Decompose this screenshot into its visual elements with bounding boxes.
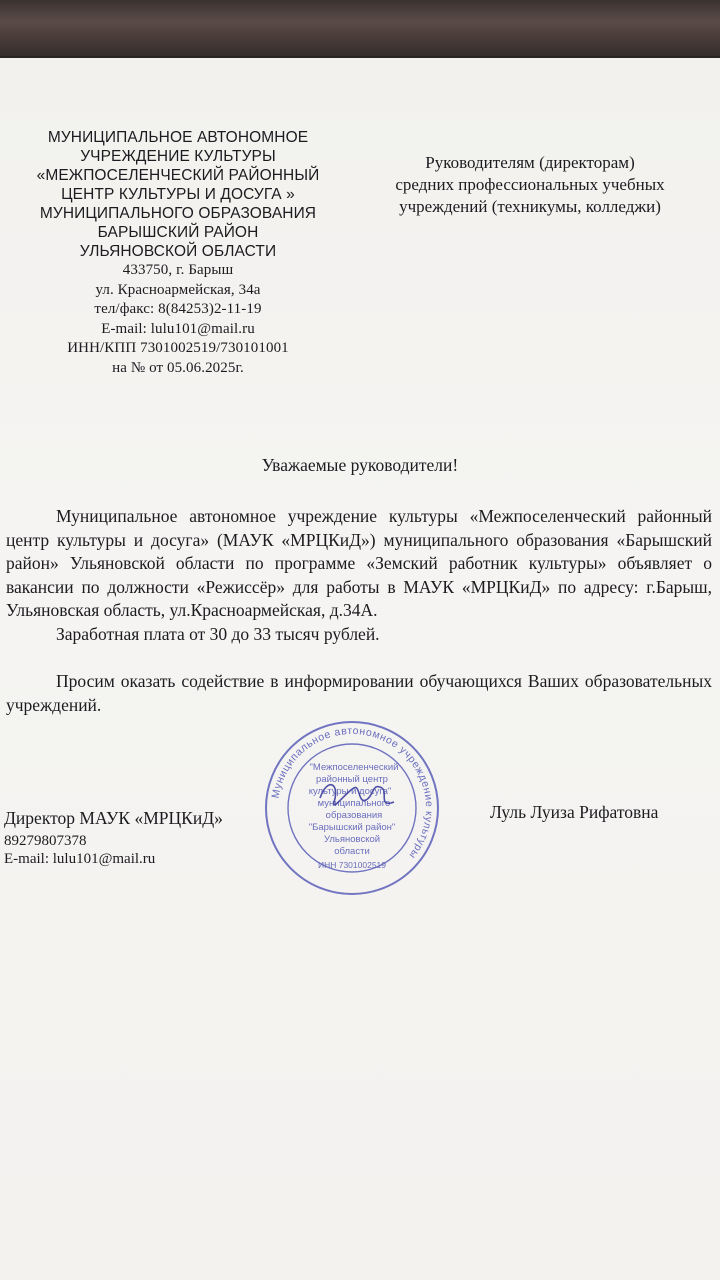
recipient-line: средних профессиональных учебных (395, 175, 665, 194)
signer-name: Луль Луиза Рифатовна (490, 802, 659, 822)
stamp-inner-line: образования (325, 810, 383, 821)
stamp-inner-line: Ульяновской (323, 834, 381, 845)
stamp-inner-line: "Межпоселенческий (309, 762, 399, 773)
letter-body (6, 505, 712, 717)
sender-email: E-mail: lulu101@mail.ru (101, 320, 255, 337)
recipient-line: Руководителям (директорам) (425, 153, 635, 172)
document-reference: на № от 05.06.2025г. (112, 359, 244, 376)
org-line: УЧРЕЖДЕНИЕ КУЛЬТУРЫ (80, 148, 276, 165)
stamp-inner-line: районный центр (316, 774, 388, 785)
org-line: МУНИЦИПАЛЬНОГО ОБРАЗОВАНИЯ (39, 205, 317, 222)
stamp-outer-text: Муниципальное автономное учреждение культуры (269, 724, 436, 862)
stamp-inn: ИНН 7301002519 (317, 860, 387, 870)
official-stamp (262, 718, 442, 898)
body-paragraph-vacancy: Муниципальное автономное учреждение культуры «Межпоселенческий районный центр культуры и досуга» (МАУК «МРЦКиД») муниципального образования «Барышский район» Ульяновской области по программе «Земский работник культуры» объявляет о вакансии по должности «Режиссёр» для работы в МАУК «МРЦКиД» по адресу: г.Барыш, Ульяновская область, ул.Красноармейская, д.34А. (6, 506, 712, 620)
org-line: МУНИЦИПАЛЬНОЕ АВТОНОМНОЕ (47, 129, 309, 146)
phone-fax: тел/факс: 8(84253)2-11-19 (94, 301, 262, 317)
sender-organization (8, 128, 348, 261)
org-line: ЦЕНТР КУЛЬТУРЫ И ДОСУГА » (61, 186, 295, 203)
postal-address: 433750, г. Барыш (122, 262, 234, 278)
sender-block (8, 128, 348, 378)
stamp-inner-line: культуры и досуга" (308, 786, 392, 797)
director-email: E-mail: lulu101@mail.ru (4, 851, 156, 867)
recipient-line: учреждений (техникумы, колледжи) (399, 197, 661, 216)
director-phone: 89279807378 (4, 833, 87, 849)
body-paragraph-request: Просим оказать содействие в информировании обучающихся Ваших образовательных учреждений. (6, 671, 712, 715)
street-address: ул. Красноармейская, 34а (95, 281, 261, 298)
org-line: БАРЫШСКИЙ РАЙОН (97, 224, 259, 241)
stamp-inner-line: "Барышский район" (308, 822, 396, 833)
org-line: «МЕЖПОСЕЛЕНЧЕСКИЙ РАЙОННЫЙ (36, 167, 320, 184)
salutation: Уважаемые руководители! (261, 455, 459, 475)
sender-address (8, 261, 348, 378)
recipient-block (350, 152, 710, 218)
director-contacts (4, 832, 155, 868)
director-position: Директор МАУК «МРЦКиД» (4, 808, 223, 828)
inn-kpp: ИНН/КПП 7301002519/730101001 (67, 340, 289, 356)
org-line: УЛЬЯНОВСКОЙ ОБЛАСТИ (79, 243, 277, 260)
body-paragraph-salary: Заработная плата от 30 до 33 тысяч рублей. (56, 623, 380, 644)
background-wall (0, 0, 720, 62)
stamp-inner-line: муниципального (317, 798, 391, 809)
stamp-inner-line: области (334, 846, 370, 857)
